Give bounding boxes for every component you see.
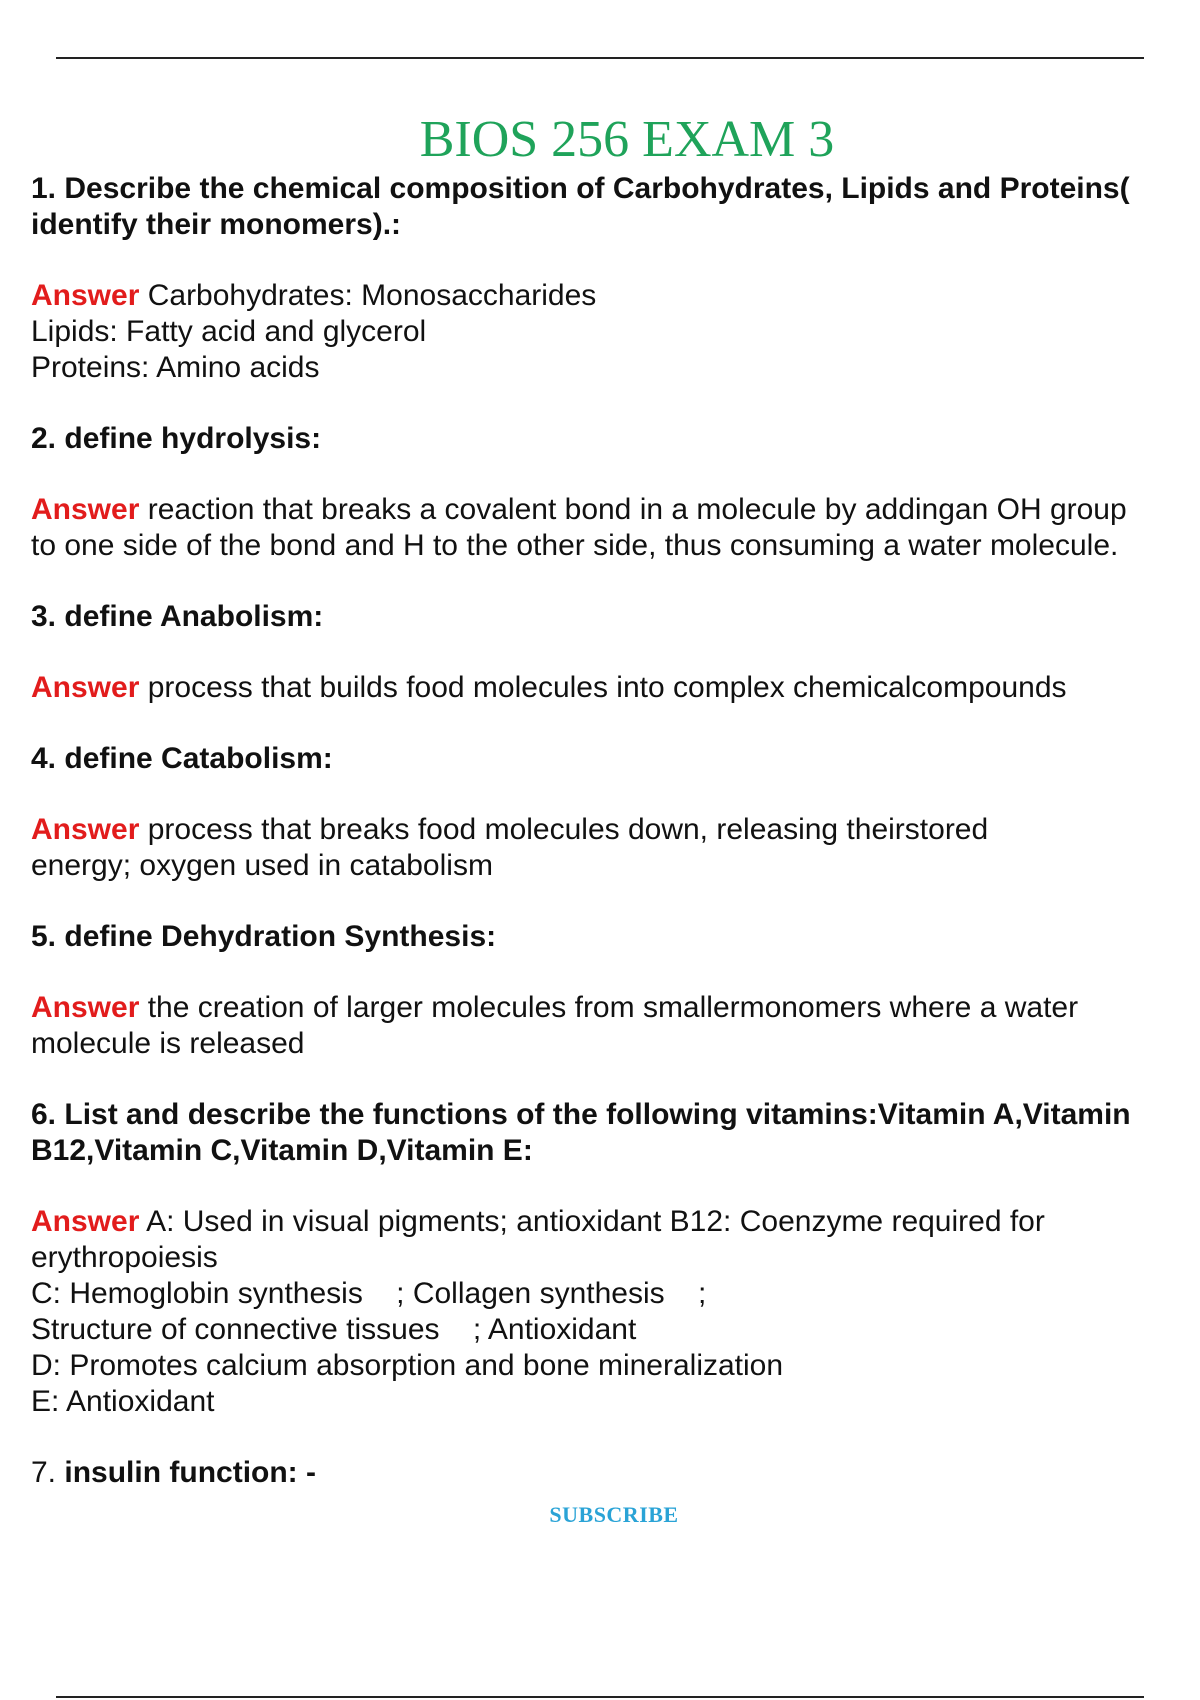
question-3-line-1: 3. define Anabolism: <box>31 600 324 633</box>
answer-4-line-2: energy; oxygen used in catabolism <box>31 849 493 882</box>
answer-6-line-1: Answer A: Used in visual pigments; antioxidant B12: Coenzyme required for <box>31 1205 1045 1238</box>
top-rule <box>56 57 1144 59</box>
answer-3 <box>31 670 1200 706</box>
question-1-line-1: 1. Describe the chemical composition of Carbohydrates, Lipids and Proteins( <box>31 172 1130 205</box>
answer-6-line-6: E: Antioxidant <box>31 1385 215 1418</box>
answer-label: Answer <box>31 1205 140 1238</box>
answer-2 <box>31 492 1200 564</box>
question-6-line-2: B12,Vitamin C,Vitamin D,Vitamin E: <box>31 1134 533 1167</box>
answer-2-line-2: to one side of the bond and H to the other side, thus consuming a water molecule. <box>31 529 1119 562</box>
answer-2-line-1: Answer reaction that breaks a covalent bond in a molecule by addingan OH group <box>31 493 1127 526</box>
answer-1 <box>31 278 1200 386</box>
subscribe-link[interactable]: SUBSCRIBE <box>549 1502 679 1527</box>
answer-6-line-3: C: Hemoglobin synthesis ; Collagen synthesis ; <box>31 1277 707 1310</box>
document-body <box>31 171 1200 1491</box>
answer-4-line-1: Answer process that breaks food molecules down, releasing theirstored <box>31 813 989 846</box>
answer-3-line-1: Answer process that builds food molecules into complex chemicalcompounds <box>31 671 1067 704</box>
question-1-line-2: identify their monomers).: <box>31 208 402 241</box>
answer-4 <box>31 812 1200 884</box>
bottom-rule <box>56 1696 1144 1698</box>
answer-1-line-3: Proteins: Amino acids <box>31 351 320 384</box>
answer-6-line-4: Structure of connective tissues ; Antioxidant <box>31 1313 637 1346</box>
question-1 <box>31 171 1200 243</box>
question-4-line-1: 4. define Catabolism: <box>31 742 333 775</box>
question-6-line-1: 6. List and describe the functions of the following vitamins:Vitamin A,Vitamin <box>31 1098 1131 1131</box>
answer-6-line-2: erythropoiesis <box>31 1241 218 1274</box>
answer-label: Answer <box>31 813 140 846</box>
answer-5-line-2: molecule is released <box>31 1027 305 1060</box>
page-title: BIOS 256 EXAM 3 <box>419 111 835 168</box>
question-6 <box>31 1097 1200 1169</box>
answer-1-line-2: Lipids: Fatty acid and glycerol <box>31 315 427 348</box>
answer-6-line-5: D: Promotes calcium absorption and bone mineralization <box>31 1349 784 1382</box>
question-7 <box>31 1455 1200 1491</box>
question-3 <box>31 599 1200 635</box>
question-2 <box>31 421 1200 457</box>
question-5 <box>31 919 1200 955</box>
answer-label: Answer <box>31 991 140 1024</box>
answer-label: Answer <box>31 493 140 526</box>
question-5-line-1: 5. define Dehydration Synthesis: <box>31 920 497 953</box>
answer-6 <box>31 1204 1200 1420</box>
answer-label: Answer <box>31 671 140 704</box>
answer-1-line-1: Answer Carbohydrates: Monosaccharides <box>31 279 597 312</box>
question-4 <box>31 741 1200 777</box>
answer-label: Answer <box>31 279 140 312</box>
question-7-line-1: 7. insulin function: - <box>31 1456 316 1489</box>
question-2-line-1: 2. define hydrolysis: <box>31 422 322 455</box>
answer-5 <box>31 990 1200 1062</box>
answer-5-line-1: Answer the creation of larger molecules from smallermonomers where a water <box>31 991 1079 1024</box>
